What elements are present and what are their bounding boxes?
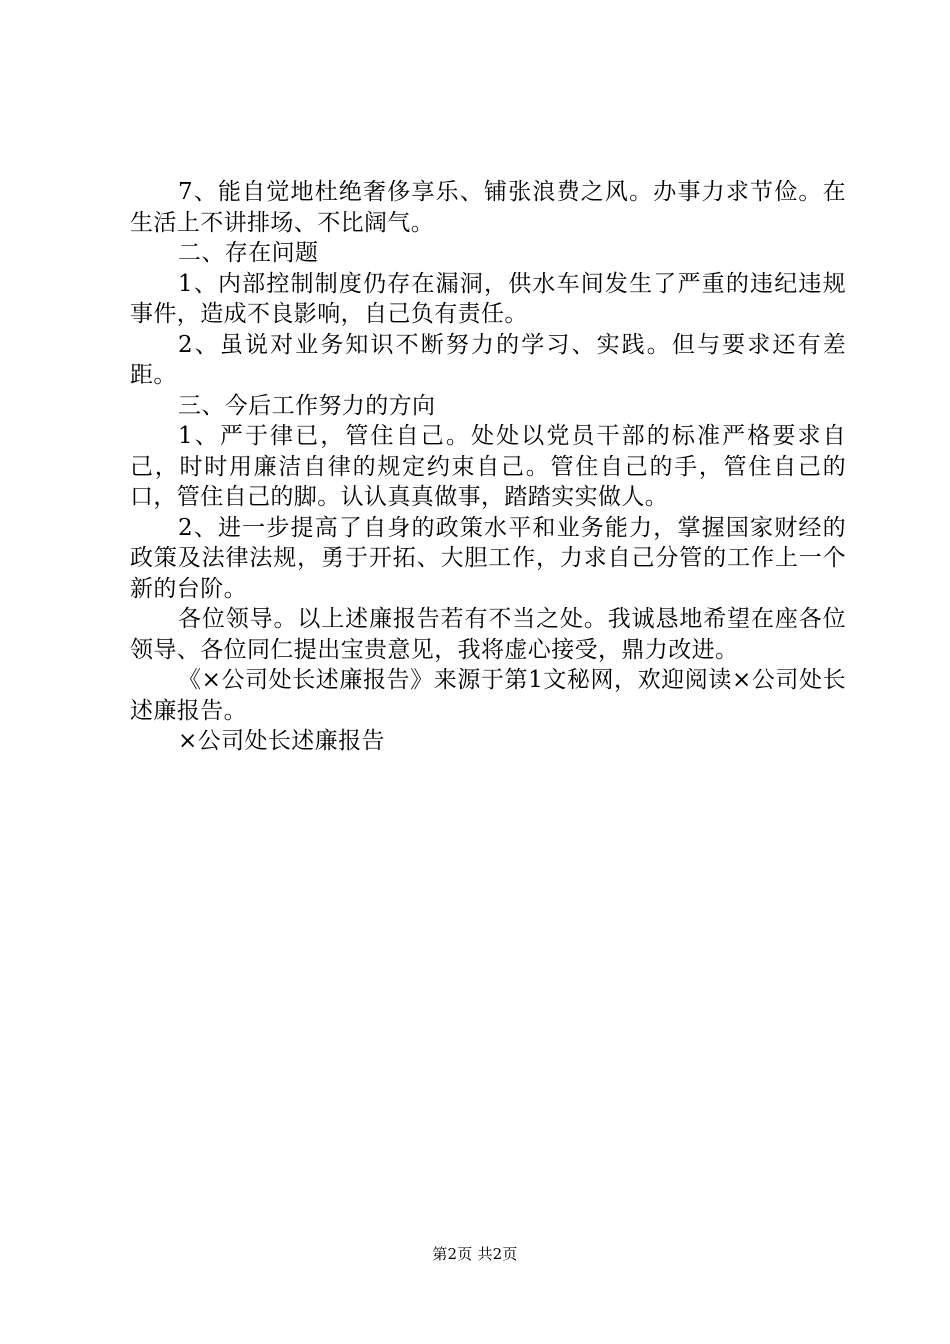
paragraph-direction-2: 2、进一步提高了自身的政策水平和业务能力，掌握国家财经的政策及法律法规，勇于开拓、大胆工作，力求自己分管的工作上一个新的台阶。: [130, 514, 846, 602]
section-heading-future-direction: 三、今后工作努力的方向: [178, 392, 436, 419]
paragraph-item-7: 7、能自觉地杜绝奢侈享乐、铺张浪费之风。办事力求节俭。在生活上不讲排场、不比阔气。: [130, 179, 846, 236]
paragraph-closing: 各位领导。以上述廉报告若有不当之处。我诚恳地希望在座各位领导、各位同仁提出宝贵意见，我将虚心接受，鼎力改进。: [130, 606, 846, 663]
paragraph-problem-1: 1、内部控制制度仍存在漏洞，供水车间发生了严重的违纪违规事件，造成不良影响，自己负有责任。: [130, 270, 846, 327]
paragraph-direction-1: 1、严于律已，管住自己。处处以党员干部的标准严格要求自己，时时用廉洁自律的规定约束自己。管住自己的手，管住自己的口，管住自己的脚。认认真真做事，踏踏实实做人。: [130, 423, 846, 510]
page-footer: 第2页 共2页: [432, 1245, 518, 1263]
paragraph-report-title: ×公司处长述廉报告: [178, 728, 385, 754]
paragraph-source-note: 《×公司处长述廉报告》来源于第1文秘网，欢迎阅读×公司处长述廉报告。: [130, 667, 846, 724]
paragraph-problem-2: 2、虽说对业务知识不断努力的学习、实践。但与要求还有差距。: [130, 331, 846, 388]
section-heading-problems: 二、存在问题: [178, 240, 319, 266]
document-body: [130, 177, 846, 757]
